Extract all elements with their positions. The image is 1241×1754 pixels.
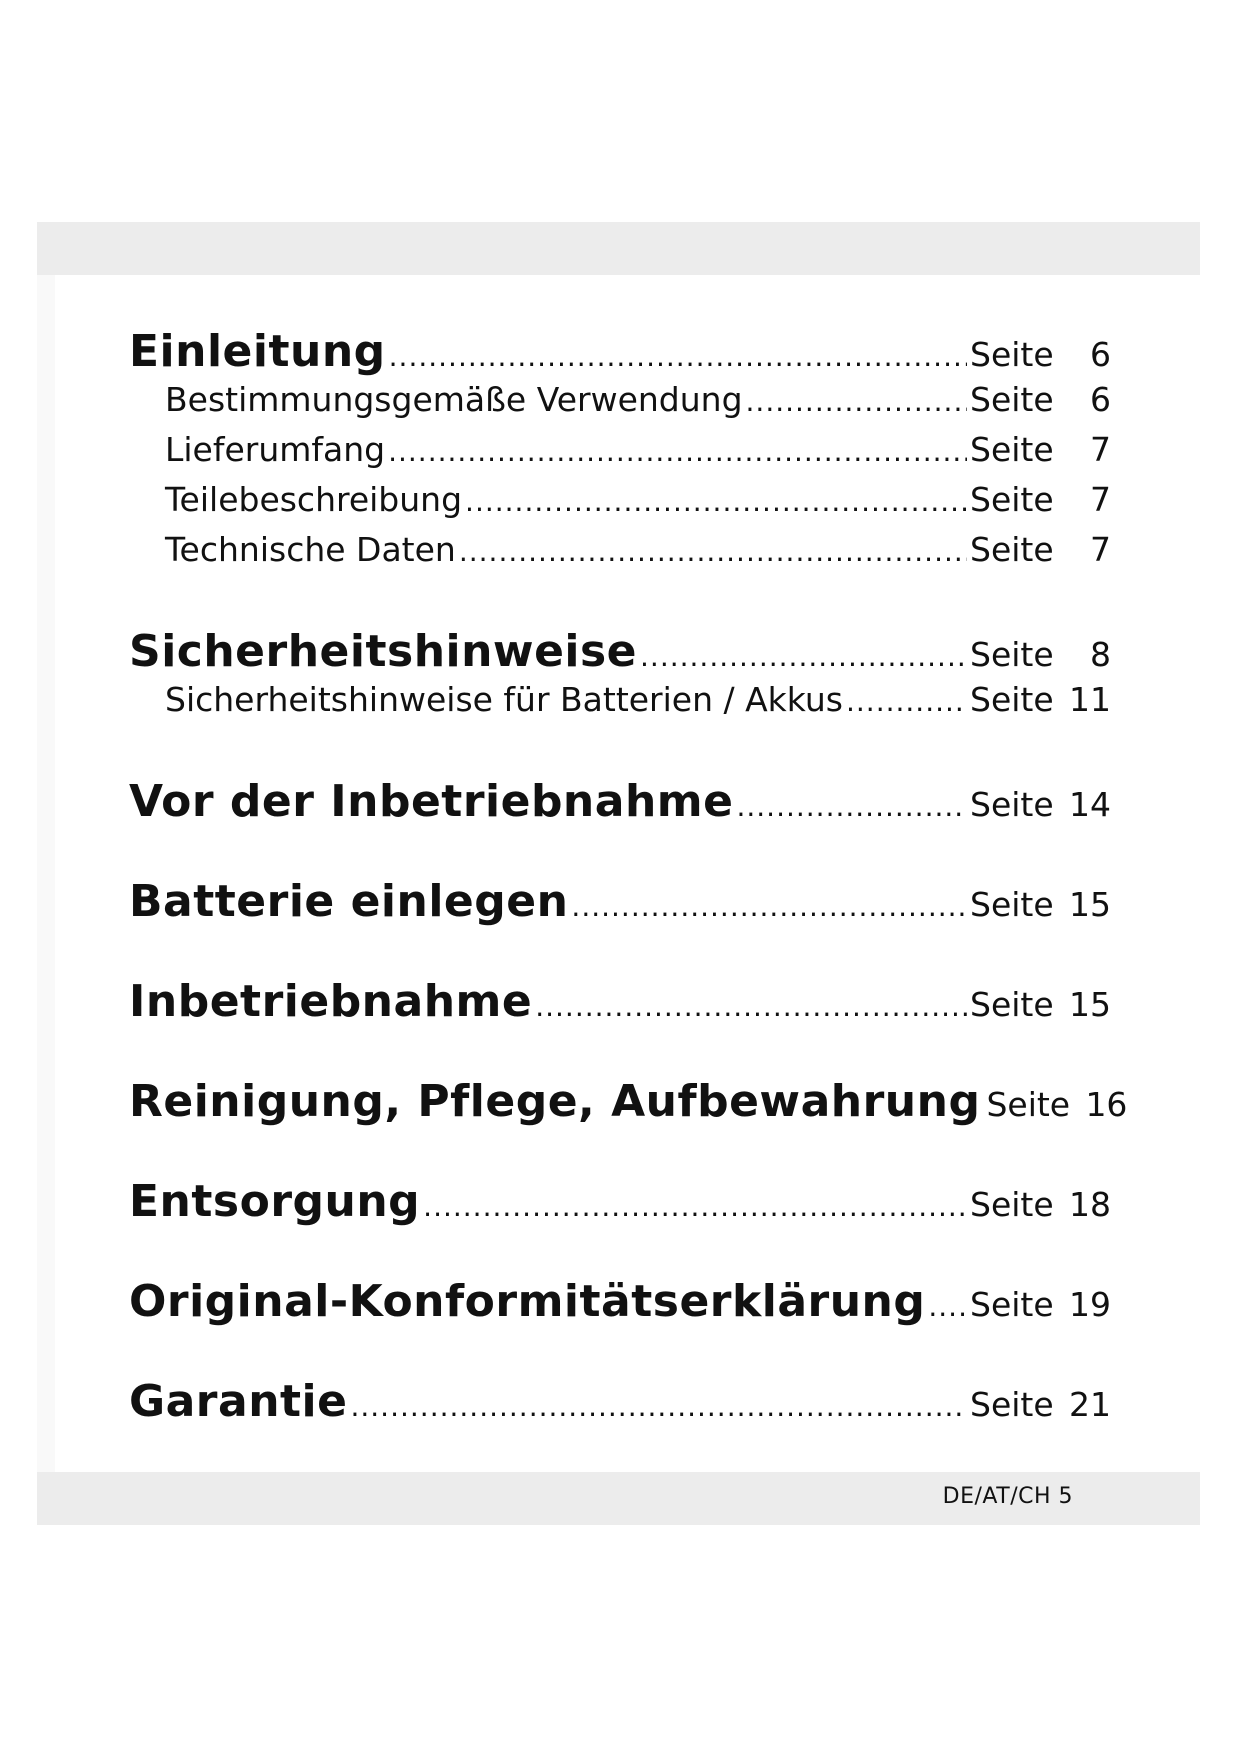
toc-entry-reinigung[interactable]	[129, 1076, 1128, 1127]
toc-entry-title: Garantie	[129, 1376, 348, 1427]
toc-entry-title: Reinigung, Pflege, Aufbewahrung	[129, 1076, 981, 1127]
toc-entry-title: Inbetriebnahme	[129, 976, 533, 1027]
page-number: 7	[1090, 530, 1111, 569]
toc-entry-title: Lieferumfang	[165, 430, 386, 469]
dot-leader	[465, 485, 967, 518]
page-number: 18	[1069, 1185, 1111, 1224]
page-number: 16	[1085, 1085, 1128, 1124]
dot-leader	[350, 1390, 967, 1423]
toc-entry-vor-der-inbetriebnahme[interactable]	[129, 776, 1111, 827]
page-number: 8	[1090, 635, 1111, 674]
toc-entry-batterie-einlegen[interactable]	[129, 876, 1111, 927]
page-footer: DE/AT/CH 5	[942, 1484, 1073, 1509]
toc-entry-title: Einleitung	[129, 326, 386, 377]
page-number: 7	[1090, 430, 1111, 469]
dot-leader	[746, 385, 967, 418]
toc-entry-title: Teilebeschreibung	[165, 480, 463, 519]
dot-leader	[640, 640, 967, 673]
dot-leader	[535, 990, 967, 1023]
toc-entry-technische-daten[interactable]	[129, 530, 1111, 569]
page-number: 15	[1069, 885, 1111, 924]
toc-entry-lieferumfang[interactable]	[129, 430, 1111, 469]
page-number: 15	[1069, 985, 1111, 1024]
dot-leader	[571, 890, 967, 923]
dot-leader	[846, 685, 967, 718]
toc-entry-title: Vor der Inbetriebnahme	[129, 776, 734, 827]
page-label: Seite	[970, 530, 1054, 569]
dot-leader	[459, 535, 967, 568]
toc-entry-title: Bestimmungsgemäße Verwendung	[165, 380, 743, 419]
page-label: Seite	[970, 785, 1054, 824]
page-label: Seite	[986, 1085, 1071, 1124]
toc-entry-title: Batterie einlegen	[129, 876, 569, 927]
page-label: Seite	[970, 380, 1054, 419]
toc-entry-sicherheitshinweise[interactable]	[129, 626, 1111, 677]
left-margin-strip	[37, 275, 55, 1472]
page-label: Seite	[970, 680, 1054, 719]
page-number: 6	[1090, 335, 1111, 374]
page-number: 7	[1090, 480, 1111, 519]
dot-leader	[388, 435, 967, 468]
dot-leader	[736, 790, 967, 823]
page-label: Seite	[970, 1285, 1054, 1324]
dot-leader	[389, 340, 967, 373]
page-label: Seite	[970, 430, 1054, 469]
toc-entry-sicherheitshinweise-batterien[interactable]	[129, 680, 1111, 719]
page-label: Seite	[970, 1385, 1054, 1424]
dot-leader	[423, 1190, 967, 1223]
toc-entry-title: Sicherheitshinweise für Batterien / Akkus	[165, 680, 843, 719]
page-label: Seite	[970, 885, 1054, 924]
page-label: Seite	[970, 335, 1054, 374]
toc-entry-title: Original-Konformitätserklärung	[129, 1276, 926, 1327]
page-number: 19	[1069, 1285, 1111, 1324]
toc-entry-entsorgung[interactable]	[129, 1176, 1111, 1227]
page-number: 11	[1069, 680, 1111, 719]
page-label: Seite	[970, 985, 1054, 1024]
page-number: 14	[1069, 785, 1111, 824]
page-number: 21	[1069, 1385, 1111, 1424]
toc-entry-teilebeschreibung[interactable]	[129, 480, 1111, 519]
toc-entry-bestimmungsgemaesse-verwendung[interactable]	[129, 380, 1111, 419]
page-label: Seite	[970, 635, 1054, 674]
toc-entry-garantie[interactable]	[129, 1376, 1111, 1427]
page-number: 6	[1090, 380, 1111, 419]
toc-entry-inbetriebnahme[interactable]	[129, 976, 1111, 1027]
toc-entry-einleitung[interactable]	[129, 326, 1111, 377]
toc-entry-title: Sicherheitshinweise	[129, 626, 638, 677]
page-label: Seite	[970, 1185, 1054, 1224]
toc-entry-title: Technische Daten	[165, 530, 456, 569]
page-label: Seite	[970, 480, 1054, 519]
toc-entry-konformitaetserklaerung[interactable]	[129, 1276, 1111, 1327]
toc-entry-title: Entsorgung	[129, 1176, 421, 1227]
dot-leader	[928, 1290, 967, 1323]
